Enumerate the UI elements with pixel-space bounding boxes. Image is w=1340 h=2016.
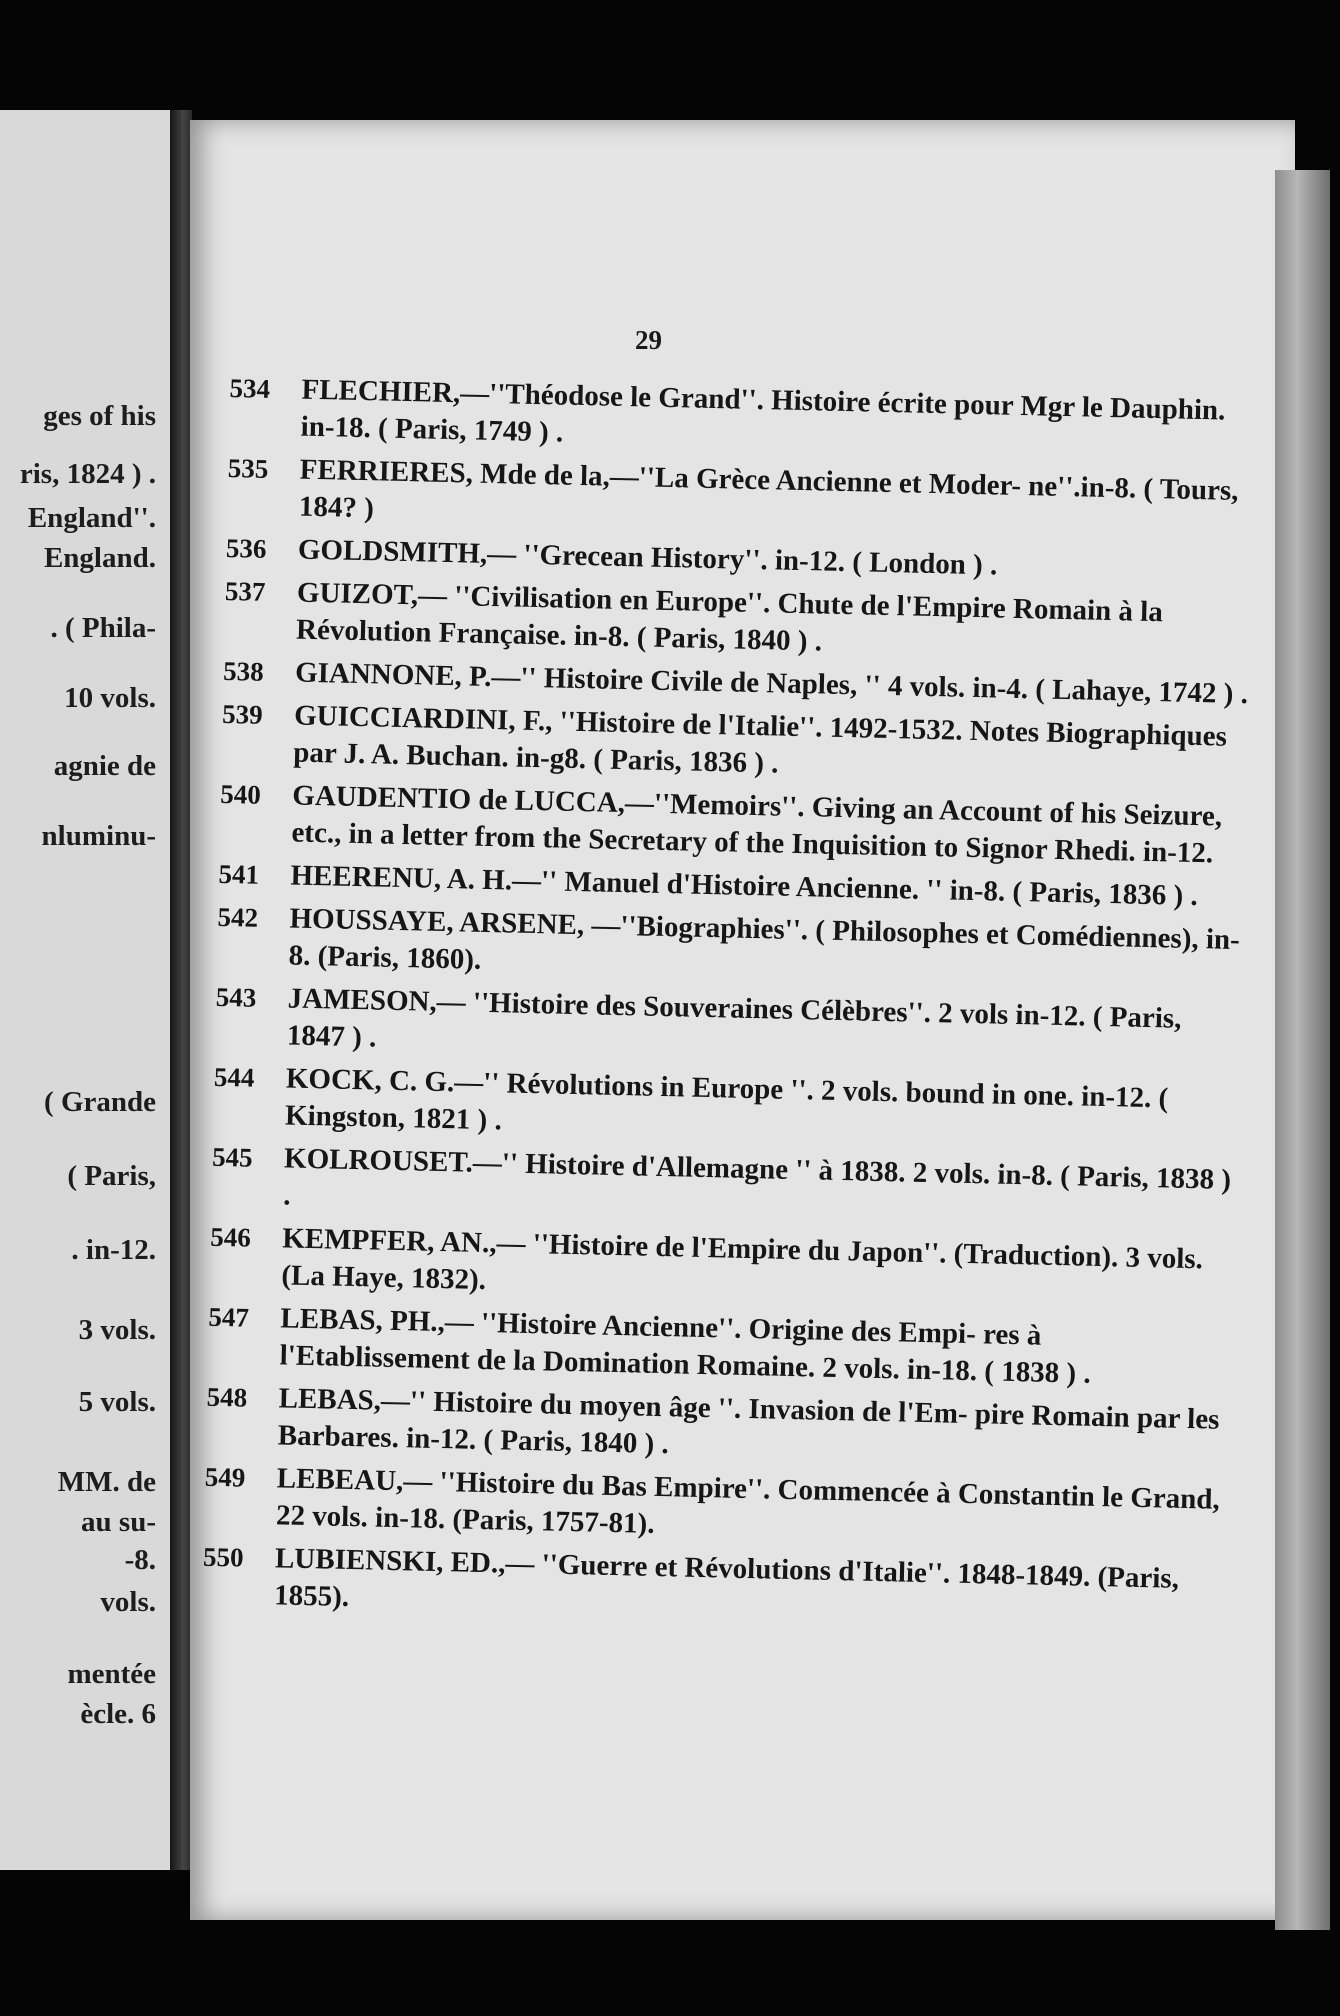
entry-text: LUBIENSKI, ED.,— ''Guerre et Révolutions d'Italie''. 1848-1849. (Paris, 1855). [273,1542,1180,1614]
entry-text: HEERENU, A. H.—'' Manuel d'Histoire Ancienne. '' in-8. ( Paris, 1836 ) . [290,859,1199,913]
left-page-line: . in-12. [71,1234,156,1266]
left-page-line: agnie de [53,750,156,782]
left-page-line: -8. [124,1544,156,1576]
entry-text: FERRIERES, Mde de la,—''La Grèce Ancienne et Moder- ne''.in-8. ( Tours, 184? ) [298,453,1239,525]
entry-text: GAUDENTIO de LUCCA,—''Memoirs''. Giving an Account of his Seizure, etc., in a letter from the Secretary of the Inquisition to Signor Rhedi. in-12. [291,779,1223,870]
entry-text: LEBAS, PH.,— ''Histoire Ancienne''. Origine des Empi- res à l'Etablissement de la Domination Romaine. 2 vols. in-18. ( 1838 ) . [279,1302,1092,1390]
entry-text: LEBAS,—'' Histoire du moyen âge ''. Invasion de l'Em- pire Romain par les Barbares. in-12. ( Paris, 1840 ) . [277,1382,1220,1461]
left-page-line: ( Paris, [67,1160,156,1192]
left-page-line: 10 vols. [64,682,156,714]
left-page-line: . ( Phila- [50,612,156,644]
entry-number: 536 [225,532,267,564]
left-page-line: ( Grande [44,1086,156,1118]
entry-number: 534 [229,372,271,404]
left-page-line: 5 vols. [78,1386,156,1418]
entry-text: LEBEAU,— ''Histoire du Bas Empire''. Commencée à Constantin le Grand, 22 vols. in-18. (Paris, 1757-81). [275,1462,1221,1540]
entry-text: KOLROUSET.—'' Histoire d'Allemagne '' à 1838. 2 vols. in-8. ( Paris, 1838 ) . [282,1142,1232,1212]
entry-number: 545 [211,1141,253,1173]
entry-text: KOCK, C. G.—'' Révolutions in Europe ''. 2 vols. bound in one. in-12. ( Kingston, 1821 ) . [284,1062,1169,1137]
left-page-line: vols. [100,1586,156,1618]
left-page-fragment [0,110,170,1870]
entry-number: 544 [213,1061,255,1093]
page-edge [1275,170,1330,1930]
entry-text: GUIZOT,— ''Civilisation en Europe''. Chute de l'Empire Romain à la Révolution Française. in-8. ( Paris, 1840 ) . [295,576,1164,658]
entry-text: FLECHIER,—''Théodose le Grand''. Histoire écrite pour Mgr le Dauphin. in-18. ( Paris, 1749 ) . [300,373,1226,449]
book-gutter [170,110,192,1870]
left-page-line: 3 vols. [78,1314,156,1346]
entry-number: 547 [208,1301,250,1333]
entry-number: 540 [220,778,262,810]
right-page [190,120,1295,1920]
entry-number: 537 [224,575,266,607]
entry-number: 539 [221,698,264,730]
entry-text: GOLDSMITH,— ''Grecean History''. in-12. ( London ) . [297,533,998,582]
entry-number: 541 [218,858,260,890]
left-page-line: ges of his [43,400,156,432]
left-page-line: MM. de [57,1466,156,1498]
entry-number: 550 [202,1541,244,1573]
entry-number: 548 [206,1381,248,1413]
entry-text: HOUSSAYE, ARSENE, —''Biographies''. ( Philosophes et Comédiennes), in-8. (Paris, 1860). [288,902,1241,976]
entry-text: GUICCIARDINI, F., ''Histoire de l'Italie''. 1492-1532. Notes Biographiques par J. A. Buchan. in-g8. ( Paris, 1836 ) . [292,699,1228,780]
entry-text: KEMPFER, AN.,— ''Histoire de l'Empire du Japon''. (Traduction). 3 vols. (La Haye, 1832). [281,1222,1204,1297]
bibliography-list [202,370,1260,1642]
entry-number: 549 [204,1461,246,1493]
bibliography-entry [202,1539,1233,1636]
left-page-line: ris, 1824 ) . [19,458,156,490]
left-page-line: nluminu- [41,820,156,852]
entry-number: 535 [227,452,269,484]
left-page-line: mentée [67,1658,156,1690]
page-number: 29 [635,325,662,355]
entry-number: 546 [209,1221,252,1253]
entry-text: GIANNONE, P.—'' Histoire Civile de Naples, '' 4 vols. in-4. ( Lahaye, 1742 ) . [294,656,1249,711]
entry-number: 542 [217,901,259,933]
entry-number: 543 [215,981,257,1013]
entry-text: JAMESON,— ''Histoire des Souveraines Célèbres''. 2 vols in-12. ( Paris, 1847 ) . [286,982,1182,1054]
left-page-line: ècle. 6 [80,1698,156,1730]
entry-number: 538 [222,655,265,687]
left-page-line: England''. [27,502,156,534]
left-page-line: au su- [81,1506,156,1538]
left-page-line: England. [43,542,156,574]
